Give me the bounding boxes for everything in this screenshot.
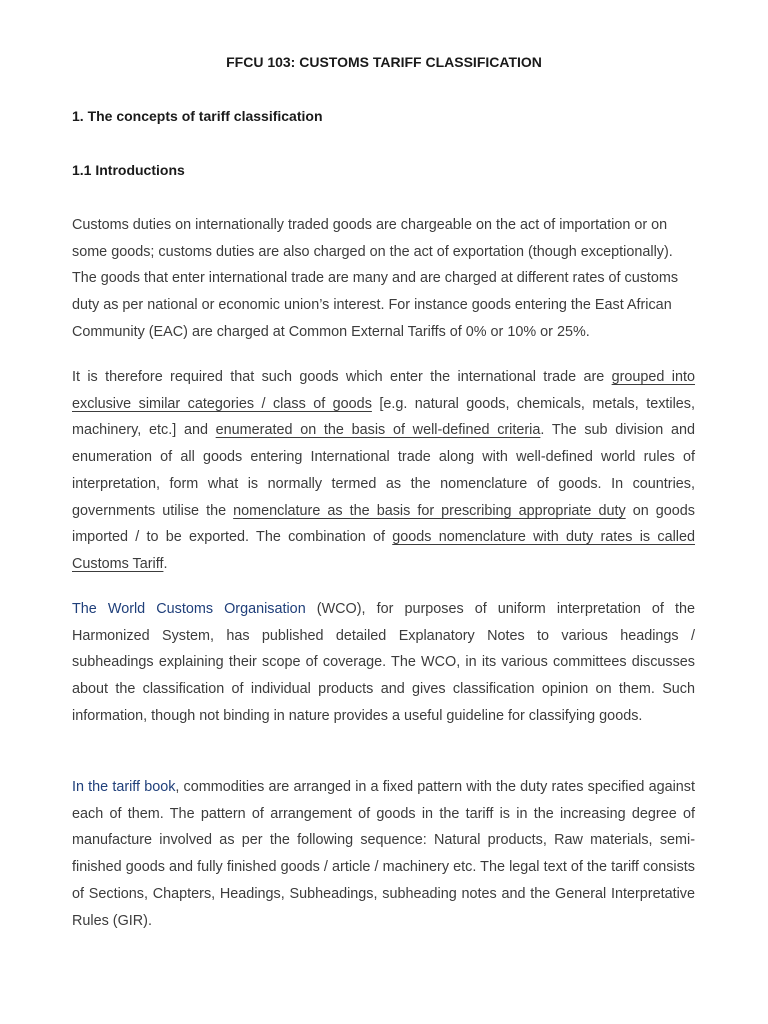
- tariff-book-paragraph: [72, 774, 695, 934]
- text-run: on goods imported / to be exported. The combination of: [72, 502, 695, 546]
- text-run: .: [163, 555, 168, 572]
- text-run: [e.g. natural goods, chemicals, metals, textiles, machinery, etc.] and: [72, 395, 695, 439]
- intro-paragraph: Customs duties on internationally traded goods are chargeable on the act of importation or on some goods; customs duties are also charged on the act of exportation (though exceptionally). The goods that enter international trade are many and are charged at different rates of customs duty as per national or economic union’s interest. For instance goods entering the East African Community (EAC) are charged at Common External Tariffs of 0% or 10% or 25%.: [72, 217, 679, 340]
- text-run: It is therefore required that such goods which enter the international trade are: [72, 369, 612, 385]
- grouping-paragraph: [72, 364, 695, 578]
- text-run: (WCO), for purposes of uniform interpretation of the Harmonized System, has published detailed Explanatory Notes to various headings / subheadings explaining their scope of coverage. The WCO, in its various committees discusses about the classification of individual products and gives classification opinion on them. Such information, though not binding in nature provides a useful guideline for classifying goods.: [72, 601, 695, 724]
- underlined-phrase-customs-tariff: goods nomenclature with duty rates is called Customs Tariff: [72, 529, 695, 572]
- wco-link[interactable]: The World Customs Organisation: [72, 601, 306, 617]
- document-title: FFCU 103: CUSTOMS TARIFF CLASSIFICATION: [226, 54, 542, 70]
- text-run: , commodities are arranged in a fixed pattern with the duty rates specified against each of them. The pattern of arrangement of goods in the tariff is in the increasing degree of manufacture involved as per the following sequence: Natural products, Raw materials, semi-finished goods and fully finished goods / article / machinery etc. The legal text of the tariff consists of Sections, Chapters, Headings, Subheadings, subheading notes and the General Interpretative Rules (GIR).: [72, 779, 695, 929]
- underlined-phrase-grouped: grouped into exclusive similar categories / class of goods: [72, 369, 695, 412]
- wco-paragraph: [72, 596, 695, 730]
- subsection-heading: 1.1 Introductions: [72, 162, 185, 178]
- underlined-phrase-enumerated: enumerated on the basis of well-defined criteria: [215, 422, 541, 439]
- tariff-book-link[interactable]: In the tariff book: [72, 779, 176, 795]
- underlined-phrase-nomenclature: nomenclature as the basis for prescribing appropriate duty: [233, 502, 626, 519]
- text-run: . The sub division and enumeration of all goods entering International trade along with well-defined world rules of interpretation, form what is normally termed as the nomenclature of goods. In countries, governments utilise the: [72, 422, 695, 519]
- section-heading: 1. The concepts of tariff classification: [72, 108, 323, 124]
